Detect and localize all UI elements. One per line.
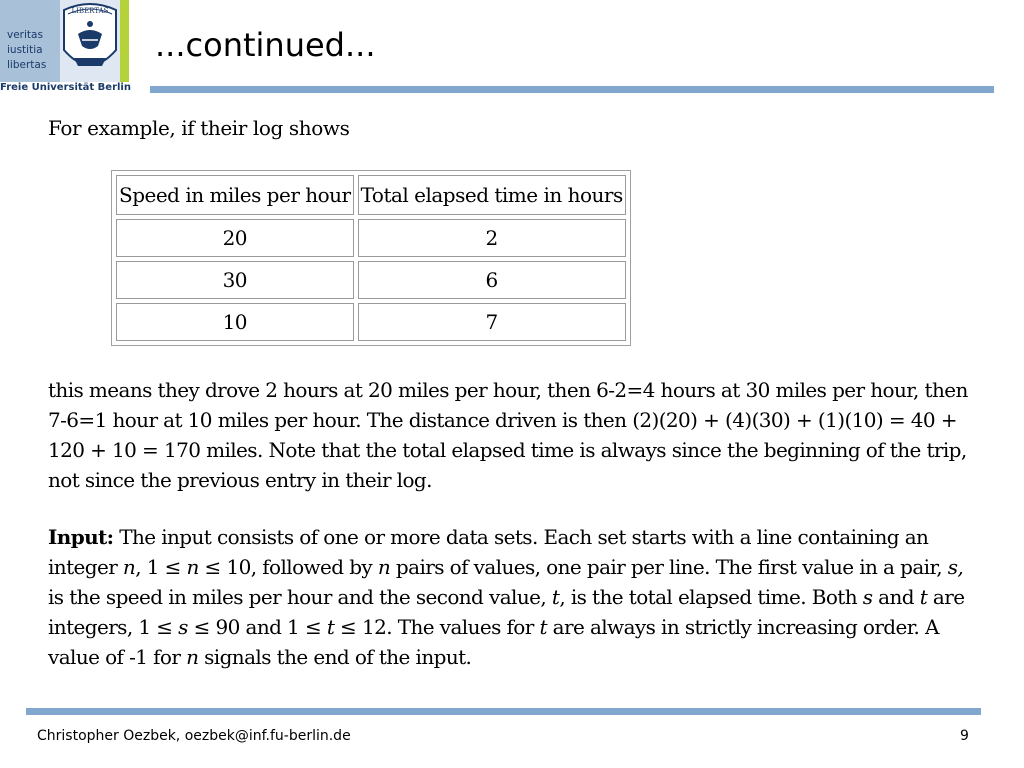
variable-n: n [377, 555, 391, 579]
table-row [116, 303, 626, 341]
column-header-speed: Speed in miles per hour [116, 175, 354, 215]
motto-iustitia: iustitia [7, 44, 43, 56]
table-header-row [116, 175, 626, 215]
variable-s: s, [947, 555, 964, 579]
input-description-paragraph [48, 522, 978, 672]
text-segment: ≤ 90 and 1 ≤ [187, 615, 327, 639]
logo-accent-bar [120, 0, 129, 82]
logo-motto [7, 28, 62, 73]
slide-title: ...continued... [155, 26, 376, 64]
table-row [116, 219, 626, 257]
page-number: 9 [960, 728, 969, 744]
input-label: Input: [48, 525, 114, 549]
table-cell: 10 [116, 303, 354, 341]
log-table [111, 170, 631, 346]
motto-veritas: veritas [7, 29, 43, 41]
text-segment: pairs of values, one pair per line. The first value in a pair, [390, 555, 948, 579]
svg-text:LIBERTAS: LIBERTAS [71, 7, 109, 15]
table-cell: 2 [358, 219, 626, 257]
table-cell: 20 [116, 219, 354, 257]
text-segment: ≤ 12. The values for [334, 615, 540, 639]
text-segment: are integers, 1 ≤ [48, 585, 965, 639]
table-cell: 30 [116, 261, 354, 299]
text-segment: ≤ 10, followed by [198, 555, 378, 579]
variable-t: t [539, 615, 547, 639]
variable-n: n [122, 555, 136, 579]
variable-n: n [186, 555, 199, 579]
university-seal-icon [60, 0, 120, 82]
table-cell: 7 [358, 303, 626, 341]
variable-t: t [326, 615, 335, 639]
motto-libertas: libertas [7, 59, 47, 71]
variable-t: t [919, 585, 928, 609]
variable-t: t [551, 585, 560, 609]
intro-text: For example, if their log shows [48, 116, 350, 140]
header-rule [150, 86, 994, 93]
table-row [116, 261, 626, 299]
text-segment: , 1 ≤ [135, 555, 187, 579]
text-segment: , is the total elapsed time. Both [559, 585, 863, 609]
text-segment: and [872, 585, 920, 609]
text-segment: The input consists of one or more data sets. Each set starts with a line containing an integer [48, 525, 929, 579]
explanation-paragraph: this means they drove 2 hours at 20 miles per hour, then 6-2=4 hours at 30 miles per hour, then 7-6=1 hour at 10 miles per hour. The distance driven is then (2)(20) + (4)(30) + (1)(10) = 40 + 120 + 10 = 170 miles. Note that the total elapsed time is always since the beginning of the trip, not since the previous entry in their log. [48, 378, 968, 492]
variable-s: s [862, 585, 873, 609]
variable-n: n [186, 645, 199, 669]
table-cell: 6 [358, 261, 626, 299]
footer-author: Christopher Oezbek, oezbek@inf.fu-berlin.de [37, 728, 351, 744]
column-header-time: Total elapsed time in hours [358, 175, 626, 215]
variable-s: s [178, 615, 188, 639]
university-name: Freie Universität Berlin [0, 82, 131, 93]
university-logo [0, 0, 130, 96]
footer-rule [26, 708, 981, 715]
text-segment: are always in strictly increasing order. A value of -1 for [48, 615, 939, 669]
text-segment: is the speed in miles per hour and the second value, [48, 585, 552, 609]
text-segment: signals the end of the input. [198, 645, 472, 669]
